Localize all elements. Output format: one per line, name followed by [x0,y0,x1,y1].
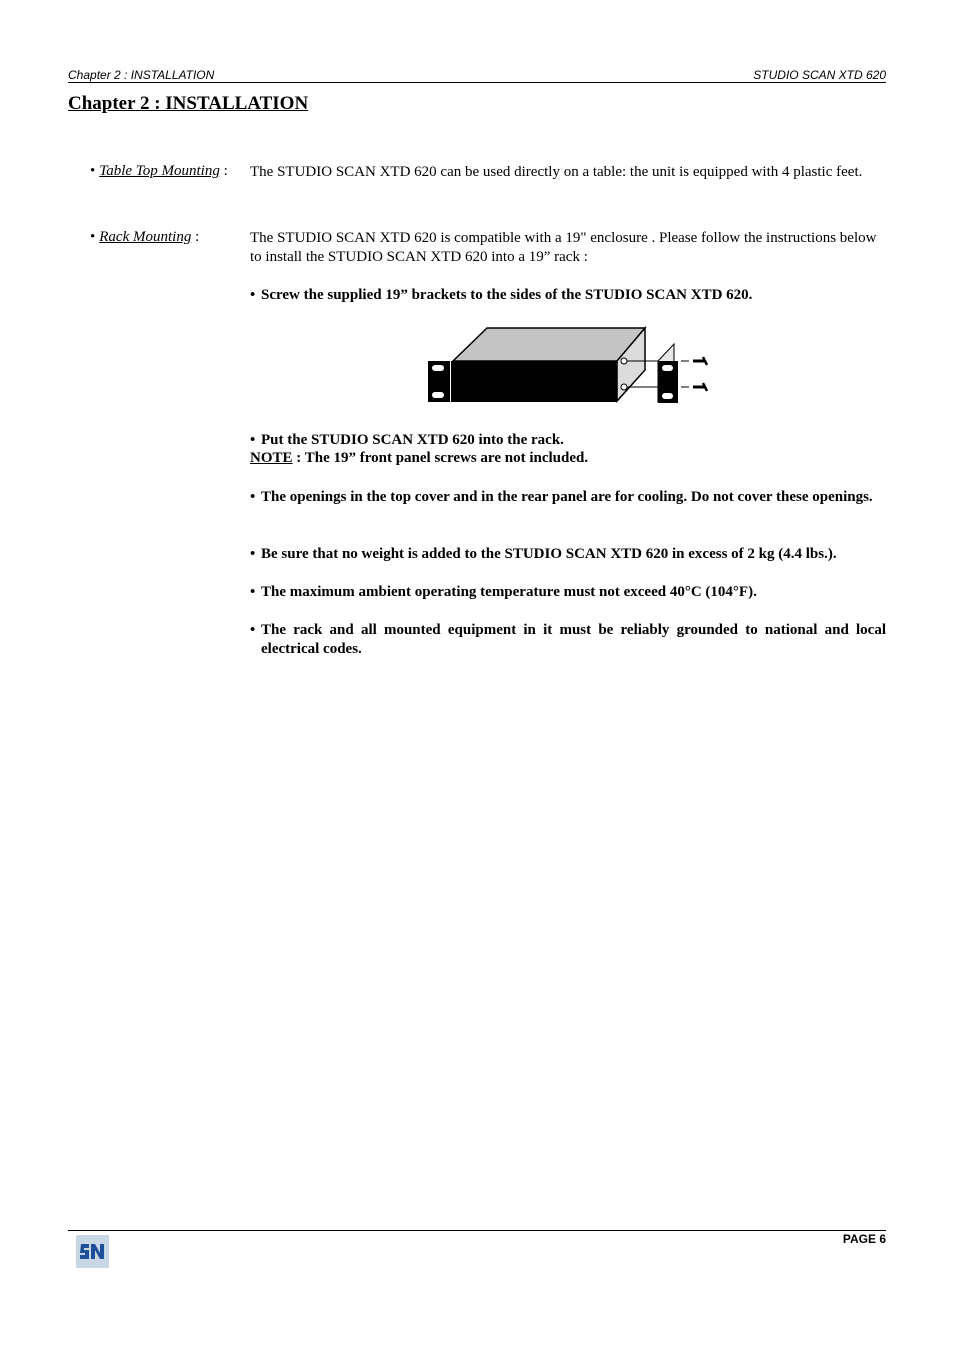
logo-letter-s [80,1244,89,1259]
note-key: NOTE [250,450,293,466]
step-temperature-text: The maximum ambient operating temperature must not exceed 40°C (104°F). [261,584,757,600]
screw-icon [693,357,707,365]
bullet: • [250,546,256,562]
bracket-hole [432,392,444,398]
rack-separator: : [191,229,200,245]
page-header [68,68,886,83]
header-product: STUDIO SCAN XTD 620 [753,68,886,82]
step-weight [250,545,886,564]
screw-icon [693,383,707,391]
header-chapter: Chapter 2 : INSTALLATION [68,68,215,82]
step-into-rack-text: Put the STUDIO SCAN XTD 620 into the rack. [261,432,564,448]
footer-rule [68,1230,886,1231]
step-into-rack [250,431,886,450]
bullet: • [250,622,256,638]
rack-bracket-illustration [425,326,725,408]
bullet: • [90,163,96,179]
step-grounding [250,621,886,659]
table-top-label-text: Table Top Mounting [99,163,220,179]
page-title: Chapter 2 : INSTALLATION [68,93,309,114]
note-text: : The 19” front panel screws are not included. [292,450,589,466]
step-openings-text: The openings in the top cover and in the rear panel are for cooling. Do not cover these openings. [261,489,873,505]
rack-label [90,229,199,246]
table-top-separator: : [219,163,228,179]
bullet: • [250,584,256,600]
page-number: PAGE 6 [842,1232,886,1246]
unit-front-panel [451,361,617,402]
company-logo-icon [76,1235,109,1268]
unit-top-face [453,328,645,361]
bracket-hole [662,393,673,399]
bracket-hole [432,365,444,371]
rack-text: The STUDIO SCAN XTD 620 is compatible with a 19" enclosure . Please follow the instructions below to install the STUDIO SCAN XTD 620 into a 19” rack : [250,230,877,265]
table-top-text: The STUDIO SCAN XTD 620 can be used directly on a table: the unit is equipped with 4 plastic feet. [250,164,863,180]
bracket-hole [662,365,673,371]
step-weight-text: Be sure that no weight is added to the STUDIO SCAN XTD 620 in excess of 2 kg (4.4 lbs.). [261,546,837,562]
step-brackets-text: Screw the supplied 19” brackets to the sides of the STUDIO SCAN XTD 620. [261,287,753,303]
bullet: • [250,287,256,303]
side-hole [621,384,627,390]
bullet: • [250,489,256,505]
side-hole [621,358,627,364]
rack-label-text: Rack Mounting [99,229,192,245]
note-line [250,450,588,467]
step-openings [250,488,886,507]
bullet: • [90,229,96,245]
step-brackets [250,286,886,305]
step-grounding-text: The rack and all mounted equipment in it must be reliably grounded to national and local electrical codes. [261,622,886,657]
bullet: • [250,432,256,448]
step-temperature [250,583,886,602]
table-top-label [90,163,228,180]
